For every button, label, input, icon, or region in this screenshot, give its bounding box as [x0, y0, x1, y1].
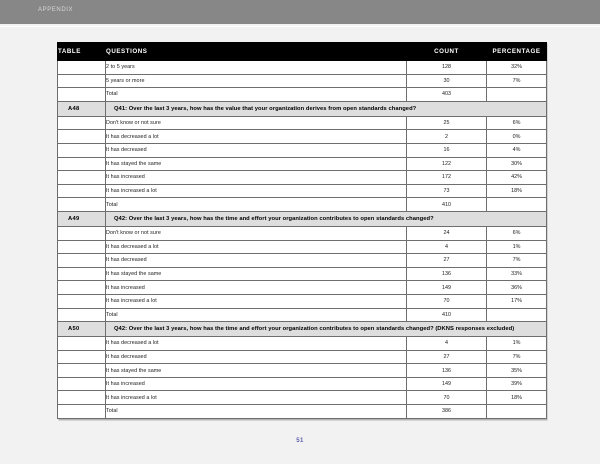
row-label: It has stayed the same: [106, 364, 407, 378]
row-label: It has decreased a lot: [106, 337, 407, 351]
row-code: [58, 254, 106, 268]
table-row: [58, 254, 547, 268]
row-percentage: 7%: [487, 254, 547, 268]
row-percentage: 33%: [487, 267, 547, 281]
table-row: [58, 294, 547, 308]
row-code: [58, 377, 106, 391]
row-label: It has increased: [106, 171, 407, 185]
row-count: 386: [407, 405, 487, 419]
row-percentage: 1%: [487, 337, 547, 351]
row-count: 2: [407, 130, 487, 144]
row-label: Total: [106, 405, 407, 419]
table-section-row: [58, 322, 547, 337]
row-percentage: 35%: [487, 364, 547, 378]
row-count: 30: [407, 74, 487, 88]
row-code: [58, 308, 106, 322]
row-percentage: 17%: [487, 294, 547, 308]
section-code: A49: [58, 211, 106, 226]
row-label: It has stayed the same: [106, 267, 407, 281]
row-code: [58, 391, 106, 405]
row-code: [58, 184, 106, 198]
row-code: [58, 61, 106, 75]
row-count: 4: [407, 240, 487, 254]
row-code: [58, 143, 106, 157]
row-percentage: 42%: [487, 171, 547, 185]
row-code: [58, 130, 106, 144]
row-count: 122: [407, 157, 487, 171]
row-percentage: [487, 88, 547, 102]
row-count: 128: [407, 61, 487, 75]
row-code: [58, 337, 106, 351]
row-percentage: [487, 308, 547, 322]
row-count: 73: [407, 184, 487, 198]
row-percentage: 30%: [487, 157, 547, 171]
table-row: [58, 116, 547, 130]
row-count: 70: [407, 294, 487, 308]
section-code: A50: [58, 322, 106, 337]
row-percentage: 6%: [487, 116, 547, 130]
row-percentage: 7%: [487, 350, 547, 364]
table-row: [58, 226, 547, 240]
row-label: It has increased a lot: [106, 294, 407, 308]
row-percentage: 7%: [487, 74, 547, 88]
table-row: [58, 157, 547, 171]
row-count: 172: [407, 171, 487, 185]
document-page: [0, 26, 600, 463]
row-label: Total: [106, 198, 407, 212]
table-row: [58, 88, 547, 102]
table-row: [58, 337, 547, 351]
table-row: [58, 198, 547, 212]
row-count: 16: [407, 143, 487, 157]
row-code: [58, 405, 106, 419]
row-code: [58, 74, 106, 88]
row-percentage: 18%: [487, 391, 547, 405]
row-count: 27: [407, 350, 487, 364]
column-header-questions: QUESTIONS: [106, 43, 407, 61]
row-code: [58, 171, 106, 185]
row-count: 27: [407, 254, 487, 268]
table-row: [58, 267, 547, 281]
row-label: It has stayed the same: [106, 157, 407, 171]
table-row: [58, 171, 547, 185]
row-percentage: 36%: [487, 281, 547, 295]
page-number: 51: [296, 438, 304, 444]
row-code: [58, 350, 106, 364]
row-percentage: 32%: [487, 61, 547, 75]
row-label: Total: [106, 88, 407, 102]
table-row: [58, 184, 547, 198]
table-section-row: [58, 211, 547, 226]
table-body: [58, 61, 547, 419]
row-percentage: 4%: [487, 143, 547, 157]
row-percentage: 0%: [487, 130, 547, 144]
row-code: [58, 88, 106, 102]
document-section-label: APPENDIX: [38, 7, 74, 13]
row-label: 2 to 5 years: [106, 61, 407, 75]
section-question-text: Q42: Over the last 3 years, how has the time and effort your organization contributes to open standards changed? (DKNS responses excluded): [106, 322, 547, 337]
viewer-top-bar: [0, 0, 600, 24]
table-row: [58, 281, 547, 295]
row-label: It has decreased: [106, 350, 407, 364]
table-row: [58, 61, 547, 75]
row-count: 136: [407, 267, 487, 281]
row-count: 410: [407, 198, 487, 212]
survey-results-table: [57, 42, 547, 419]
row-label: It has decreased a lot: [106, 240, 407, 254]
row-label: Total: [106, 308, 407, 322]
row-percentage: 39%: [487, 377, 547, 391]
row-percentage: 18%: [487, 184, 547, 198]
row-code: [58, 226, 106, 240]
row-percentage: 6%: [487, 226, 547, 240]
table-row: [58, 405, 547, 419]
row-label: It has increased: [106, 377, 407, 391]
table-row: [58, 308, 547, 322]
section-code: A48: [58, 101, 106, 116]
table-row: [58, 240, 547, 254]
row-code: [58, 294, 106, 308]
row-code: [58, 267, 106, 281]
row-label: It has increased a lot: [106, 184, 407, 198]
row-code: [58, 364, 106, 378]
row-percentage: [487, 405, 547, 419]
row-code: [58, 157, 106, 171]
table-row: [58, 350, 547, 364]
column-header-count: COUNT: [407, 43, 487, 61]
survey-results-table-container: [57, 42, 546, 419]
row-count: 4: [407, 337, 487, 351]
row-label: Don't know or not sure: [106, 116, 407, 130]
table-row: [58, 391, 547, 405]
table-row: [58, 130, 547, 144]
row-count: 149: [407, 281, 487, 295]
row-code: [58, 198, 106, 212]
section-question-text: Q41: Over the last 3 years, how has the value that your organization derives from open standards changed?: [106, 101, 547, 116]
page-sheet: [0, 27, 600, 464]
section-question-text: Q42: Over the last 3 years, how has the time and effort your organization contributes to open standards changed?: [106, 211, 547, 226]
row-count: 24: [407, 226, 487, 240]
table-row: [58, 143, 547, 157]
row-count: 70: [407, 391, 487, 405]
column-header-percentage: PERCENTAGE: [487, 43, 547, 61]
table-section-row: [58, 101, 547, 116]
row-label: It has increased a lot: [106, 391, 407, 405]
row-percentage: [487, 198, 547, 212]
row-label: It has decreased: [106, 143, 407, 157]
table-row: [58, 364, 547, 378]
column-header-table: TABLE: [58, 43, 106, 61]
table-head: [58, 43, 547, 61]
row-count: 410: [407, 308, 487, 322]
table-row: [58, 74, 547, 88]
row-label: It has increased: [106, 281, 407, 295]
row-count: 403: [407, 88, 487, 102]
row-code: [58, 116, 106, 130]
row-code: [58, 281, 106, 295]
row-count: 136: [407, 364, 487, 378]
row-count: 25: [407, 116, 487, 130]
row-percentage: 1%: [487, 240, 547, 254]
row-code: [58, 240, 106, 254]
table-row: [58, 377, 547, 391]
row-label: It has decreased: [106, 254, 407, 268]
row-count: 149: [407, 377, 487, 391]
row-label: 5 years or more: [106, 74, 407, 88]
table-header-row: [58, 43, 547, 61]
row-label: Don't know or not sure: [106, 226, 407, 240]
row-label: It has decreased a lot: [106, 130, 407, 144]
